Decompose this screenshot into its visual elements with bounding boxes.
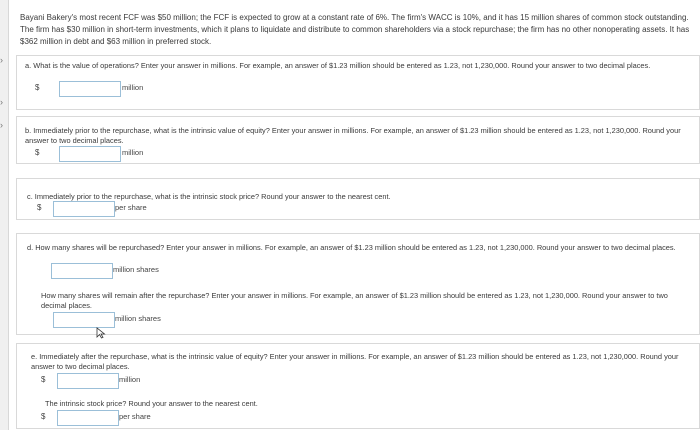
answer-input-c[interactable]: [53, 201, 115, 217]
question-panel-c: [16, 178, 700, 220]
chevron-right-icon[interactable]: ›: [0, 55, 3, 65]
unit-label: million shares: [113, 265, 159, 274]
unit-label: million: [122, 83, 144, 92]
unit-label: million: [119, 375, 141, 384]
question-d-text: d. How many shares will be repurchased? Enter your answer in millions. For example, an answer of $1.23 million should be entered as 1.23, not 1,230,000. Round your answer to two decimal places.: [27, 243, 676, 252]
question-panel-d: [16, 233, 700, 335]
question-d2-text: How many shares will remain after the repurchase? Enter your answer in millions. For example, an answer of $1.23 million should be entered as 1.23, not 1,230,000. Round your answer to two decimal places.: [41, 291, 668, 310]
dollar-sign: $: [35, 148, 40, 157]
answer-input-a[interactable]: [59, 81, 121, 97]
dollar-sign: $: [37, 203, 42, 212]
left-sidebar-strip: [0, 0, 9, 430]
question-b-text: b. Immediately prior to the repurchase, what is the intrinsic value of equity? Enter your answer in millions. For example, an answer of $1.23 million should be entered as 1.23, not 1,230,000. Round your answer to two decimal places.: [25, 126, 681, 145]
unit-label: per share: [119, 412, 151, 421]
question-panel-b: [16, 116, 700, 164]
answer-input-e[interactable]: [57, 373, 119, 389]
chevron-right-icon[interactable]: ›: [0, 97, 3, 107]
chevron-right-icon[interactable]: ›: [0, 120, 3, 130]
mouse-cursor-icon: [96, 327, 106, 339]
unit-label: million: [122, 148, 144, 157]
answer-input-d2[interactable]: [53, 312, 115, 328]
question-panel-e: [16, 343, 700, 429]
question-c-text: c. Immediately prior to the repurchase, what is the intrinsic stock price? Round your answer to the nearest cent.: [27, 192, 391, 201]
answer-input-d[interactable]: [51, 263, 113, 279]
unit-label: million shares: [115, 314, 161, 323]
dollar-sign: $: [41, 412, 46, 421]
answer-input-b[interactable]: [59, 146, 121, 162]
unit-label: per share: [115, 203, 147, 212]
question-a-text: a. What is the value of operations? Enter your answer in millions. For example, an answer of $1.23 million should be entered as 1.23, not 1,230,000. Round your answer to two decimal places.: [25, 61, 651, 70]
question-panel-a: [16, 55, 700, 110]
dollar-sign: $: [35, 83, 40, 92]
dollar-sign: $: [41, 375, 46, 384]
question-e-text: e. Immediately after the repurchase, what is the intrinsic value of equity? Enter your answer in millions. For example, an answer of $1.23 million should be entered as 1.23, not 1,230,000. Round your answer to two decimal places.: [31, 352, 679, 371]
answer-input-e2[interactable]: [57, 410, 119, 426]
problem-intro: Bayani Bakery's most recent FCF was $50 million; the FCF is expected to grow at a constant rate of 6%. The firm's WACC is 10%, and it has 15 million shares of common stock outstanding. The firm has $30 million in short-term investments, which it plans to liquidate and distribute to common shareholders via a stock repurchase; the firm has no other nonoperating assets. It has $362 million in debt and $63 million in preferred stock.: [20, 13, 690, 46]
question-e2-text: The intrinsic stock price? Round your answer to the nearest cent.: [45, 399, 258, 408]
